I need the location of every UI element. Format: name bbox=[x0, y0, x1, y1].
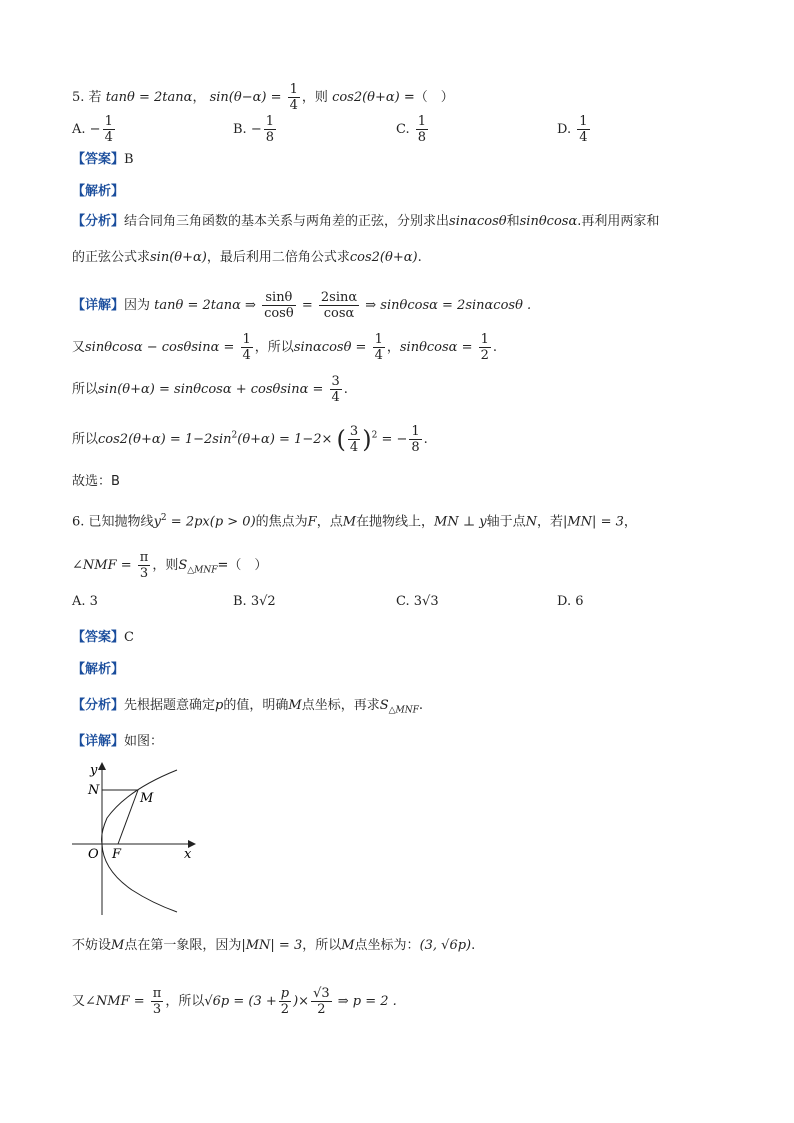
q5-number: 5. bbox=[72, 90, 85, 105]
q6-number: 6. bbox=[72, 514, 85, 530]
fig-label-m: M bbox=[140, 791, 154, 806]
q5-answer: 【答案】B bbox=[72, 152, 134, 167]
q5-option-c[interactable]: C. $\frac{1}{8}$ bbox=[396, 114, 427, 145]
fig-label-x: x bbox=[184, 847, 192, 862]
q6-line-2: 又∠NMF = $\frac{\pi}{3}$ ，所以√6p = (3 + $\frac{p}{2}$ )× $\frac{√3}{2}$ ⇒ p = 2 . bbox=[72, 986, 397, 1017]
q5-xiangjie-line3: 所以sin(θ+α) = sinθcosα + cosθsinα = $\frac{3}{4}$ . bbox=[72, 374, 348, 405]
fig-label-f: F bbox=[112, 847, 122, 862]
q6-option-d[interactable]: D. 6 bbox=[557, 594, 584, 609]
parabola-figure bbox=[72, 760, 202, 920]
q6-fenxi: 【分析】先根据题意确定p的值，明确M点坐标，再求$S_{\triangle MNF}$. bbox=[72, 698, 424, 716]
fig-label-n: N bbox=[88, 783, 100, 798]
q5-jiexi: 【解析】 bbox=[72, 184, 125, 199]
q6-answer: 【答案】C bbox=[72, 630, 134, 645]
q5-fenxi-line1: 【分析】结合同角三角函数的基本关系与两角差的正弦，分别求出sinαcosθ和sinθcosα.再利用两家和 bbox=[72, 214, 660, 229]
q6-option-a[interactable]: A. 3 bbox=[72, 594, 98, 609]
fig-label-y: y bbox=[90, 763, 98, 778]
segment-mf bbox=[118, 790, 138, 844]
q5-guxuan: 故选：B bbox=[72, 474, 120, 489]
q5-xiangjie-line4: 所以$\cos 2(\theta+\alpha) = 1-2\sin^2(\theta+\alpha) = 1-2\times$ ( $\frac{3}{4}$ )$^2$ = − $\frac{1}{8}$ . bbox=[72, 424, 428, 455]
q6-jiexi: 【解析】 bbox=[72, 662, 125, 677]
fraction: $\frac{1}{4}$ bbox=[289, 82, 298, 113]
q6-option-c[interactable]: C. 3√3 bbox=[396, 594, 439, 609]
q5-stem: 5. 若 tanθ = 2tanα， sin(θ−α) = $\frac{1}{4}$ ，则 cos2(θ+α) =（ ） bbox=[72, 82, 454, 113]
q6-stem-line1: 6. 已知抛物线$y^2 = 2px(p > 0)$的焦点为F，点M在抛物线上，MN ⊥ y轴于点N，若|MN| = 3， bbox=[72, 513, 637, 530]
q5-option-a[interactable]: A. − $\frac{1}{4}$ bbox=[72, 114, 113, 145]
q6-xiangjie: 【详解】如图： bbox=[72, 734, 164, 749]
q5-option-d[interactable]: D. $\frac{1}{4}$ bbox=[557, 114, 588, 145]
q5-xiangjie-line1: 【详解】因为 tanθ = 2tanα ⇒ $\frac{\sin\theta}{\cos\theta}$ = $\frac{2\sin\alpha}{\cos\alpha}$ ⇒ sinθcosα = 2sinαcosθ . bbox=[72, 290, 532, 321]
q6-line-1: 不妨设M点在第一象限，因为|MN| = 3，所以M点坐标为：(3, √6p). bbox=[72, 938, 476, 953]
q5-option-b[interactable]: B. − $\frac{1}{8}$ bbox=[233, 114, 275, 145]
q5-fenxi-line2: 的正弦公式求sin(θ+α)，最后利用二倍角公式求cos2(θ+α). bbox=[72, 250, 422, 265]
q6-option-b[interactable]: B. 3√2 bbox=[233, 594, 276, 609]
q6-stem-line2: ∠NMF = $\frac{\pi}{3}$ ，则$S_{\triangle MNF}=$（ ） bbox=[72, 550, 268, 581]
q5-xiangjie-line2: 又sinθcosα − cosθsinα = $\frac{1}{4}$ ，所以sinαcosθ = $\frac{1}{4}$ ，sinθcosα = $\frac{1}{2}$ . bbox=[72, 332, 498, 363]
fig-label-o: O bbox=[88, 847, 99, 862]
